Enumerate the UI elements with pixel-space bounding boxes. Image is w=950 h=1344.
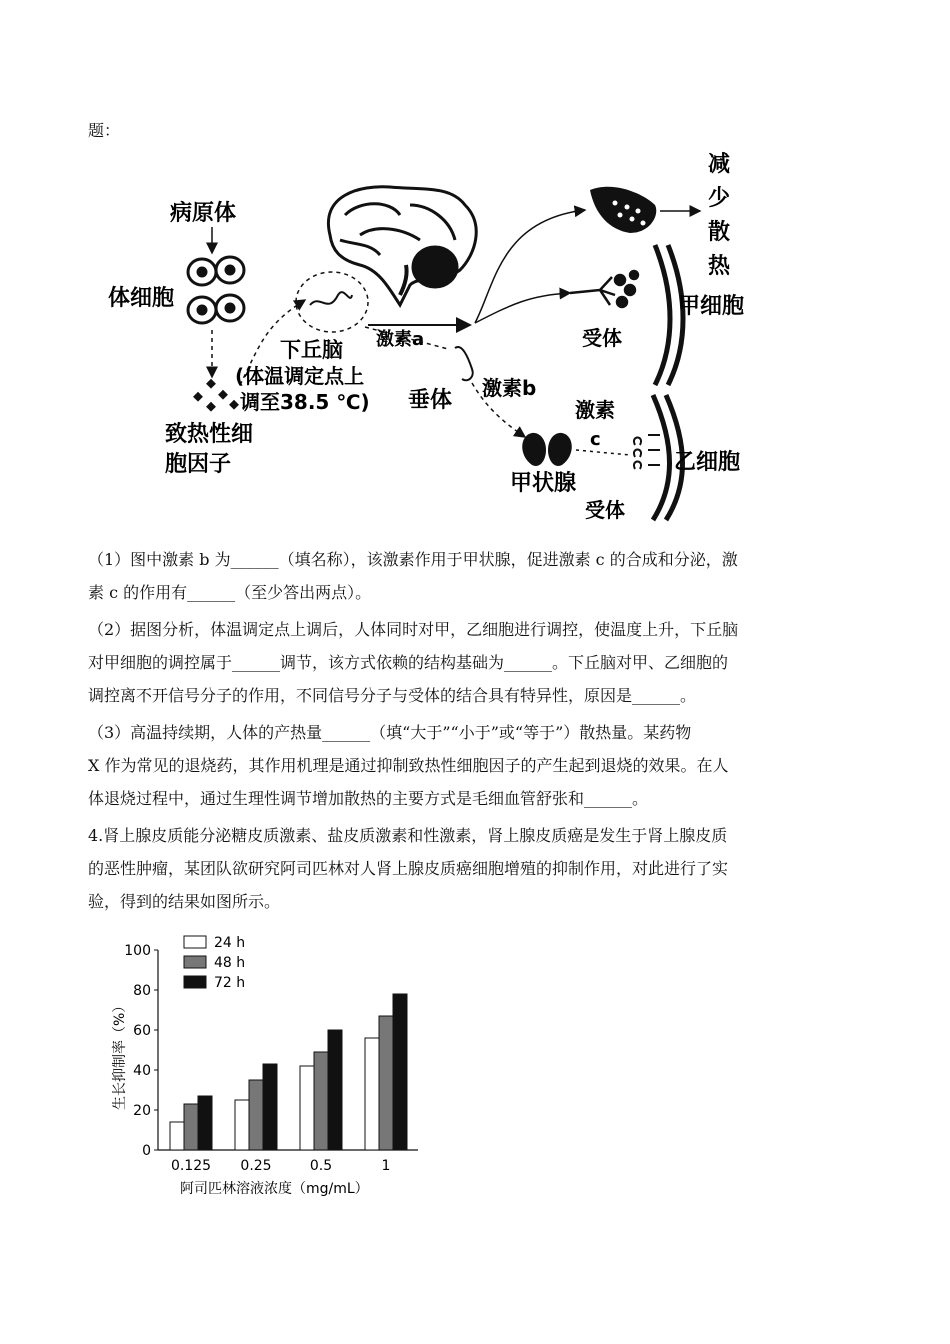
thermoregulation-diagram <box>100 145 780 535</box>
hormone-c-label: c <box>590 429 601 450</box>
question-1-line-1: （1）图中激素 b 为______（填名称），该激素作用于甲状腺，促进激素 c 的合成和分泌，激 <box>88 550 738 569</box>
y-tick-label: 60 <box>133 1023 151 1039</box>
problem-4-line-3: 验，得到的结果如图所示。 <box>88 892 281 911</box>
hormone-a-label: 激素a <box>376 329 425 350</box>
legend-label: 24 h <box>214 935 246 951</box>
legend-swatch <box>184 936 206 948</box>
x-ticks <box>171 1158 391 1174</box>
brain-icon <box>328 187 476 305</box>
pyrogen-label-line1: 致热性细 <box>165 422 254 447</box>
legend-swatch <box>184 976 206 988</box>
vessel-net-icon <box>590 187 656 233</box>
x-axis-label: 阿司匹林溶液浓度（mg/mL） <box>180 1181 369 1197</box>
receptor-yi-icon <box>634 435 660 469</box>
svg-text:少: 少 <box>708 186 731 211</box>
hormone-b-label: 激素b <box>482 376 537 400</box>
chart-legend <box>184 935 245 991</box>
growth-inhibition-chart <box>100 930 430 1205</box>
neuron-terminal-icon <box>570 271 638 307</box>
to-cell-jia-arrow <box>475 293 570 323</box>
bar-24h-0.25 <box>235 1100 249 1150</box>
y-axis-label: 生长抑制率（%） <box>112 998 128 1110</box>
y-tick-label: 20 <box>133 1103 151 1119</box>
bar-72h-1 <box>393 994 407 1150</box>
body-cell-label: 体细胞 <box>108 286 175 311</box>
bar-72h-0.125 <box>198 1096 212 1150</box>
x-tick-label: 0.5 <box>309 1158 333 1174</box>
legend-label: 48 h <box>214 955 246 971</box>
bar-48h-0.125 <box>184 1104 198 1150</box>
y-tick-label: 100 <box>124 943 151 959</box>
hormone-yi-label: 激素 <box>575 398 615 422</box>
svg-text:热: 热 <box>708 254 731 279</box>
y-tick-label: 80 <box>133 983 151 999</box>
pituitary-label: 垂体 <box>408 388 453 413</box>
hypothalamus-squiggle <box>310 292 352 305</box>
bar-24h-1 <box>365 1038 379 1150</box>
to-skin-arrow <box>475 210 585 323</box>
pyrogen-diamonds-icon <box>193 379 239 412</box>
hypothalamus-label: 下丘脑 <box>280 338 343 362</box>
question-2-line-1: （2）据图分析，体温调定点上调后，人体同时对甲，乙细胞进行调控，使温度上升，下丘脑 <box>88 620 739 639</box>
bar-72h-0.25 <box>263 1064 277 1150</box>
bar-24h-0.5 <box>300 1066 314 1150</box>
pituitary-squiggle <box>455 347 473 380</box>
y-tick-label: 0 <box>142 1143 151 1159</box>
thyroid-label: 甲状腺 <box>510 471 577 496</box>
pyrogen-label-line2: 胞因子 <box>165 452 232 477</box>
bar-48h-1 <box>379 1016 393 1150</box>
question-1-line-2: 素 c 的作用有______（至少答出两点）。 <box>88 583 372 602</box>
bar-48h-0.5 <box>314 1052 328 1150</box>
y-tick-label: 40 <box>133 1063 151 1079</box>
legend-label: 72 h <box>214 975 246 991</box>
cell-yi-label: 乙细胞 <box>674 450 741 475</box>
bar-24h-0.125 <box>170 1122 184 1150</box>
x-tick-label: 0.25 <box>240 1158 272 1174</box>
problem-4-line-2: 的恶性肿瘤，某团队欲研究阿司匹林对人肾上腺皮质癌细胞增殖的抑制作用，对此进行了实 <box>88 859 729 878</box>
svg-text:散: 散 <box>708 220 731 245</box>
pathogen-label: 病原体 <box>170 201 237 226</box>
question-3-line-2: X 作为常见的退烧药，其作用机理是通过抑制致热性细胞因子的产生起到退烧的效果。在人 <box>88 756 729 775</box>
question-2-line-3: 调控离不开信号分子的作用，不同信号分子与受体的结合具有特异性，原因是______。 <box>88 686 697 705</box>
y-ticks <box>124 943 158 1159</box>
x-tick-label: 1 <box>381 1158 391 1174</box>
thyroid-to-cell-yi-arrow <box>576 450 630 455</box>
x-tick-label: 0.125 <box>170 1158 212 1174</box>
cell-jia-label: 甲细胞 <box>678 294 745 319</box>
bars <box>170 994 407 1150</box>
thyroid-icon <box>522 433 572 466</box>
reduce-heat-label <box>708 152 731 279</box>
bar-48h-0.25 <box>249 1080 263 1150</box>
question-3-line-1: （3）高温持续期，人体的产热量______（填“大于”“小于”或“等于”）散热量。某药物 <box>88 723 692 742</box>
body-cells-icon <box>188 257 244 323</box>
legend-swatch <box>184 956 206 968</box>
receptor-jia-label: 受体 <box>582 326 622 350</box>
problem-4-line-1: 4.肾上腺皮质能分泌糖皮质激素、盐皮质激素和性激素，肾上腺皮质癌是发生于肾上腺皮质 <box>88 826 728 845</box>
bar-72h-0.5 <box>328 1030 342 1150</box>
intro-text: 题： <box>88 121 121 140</box>
setpoint-label-line2: 调至38.5 ℃) <box>240 390 370 414</box>
setpoint-label-line1: (体温调定点上 <box>235 364 365 388</box>
question-2-line-2: 对甲细胞的调控属于______调节，该方式依赖的结构基础为______。下丘脑对甲、乙细胞的 <box>88 653 729 672</box>
svg-text:减: 减 <box>708 152 731 177</box>
receptor-yi-label: 受体 <box>585 498 625 522</box>
question-3-line-3: 体退烧过程中，通过生理性调节增加散热的主要方式是毛细血管舒张和______。 <box>88 789 649 808</box>
